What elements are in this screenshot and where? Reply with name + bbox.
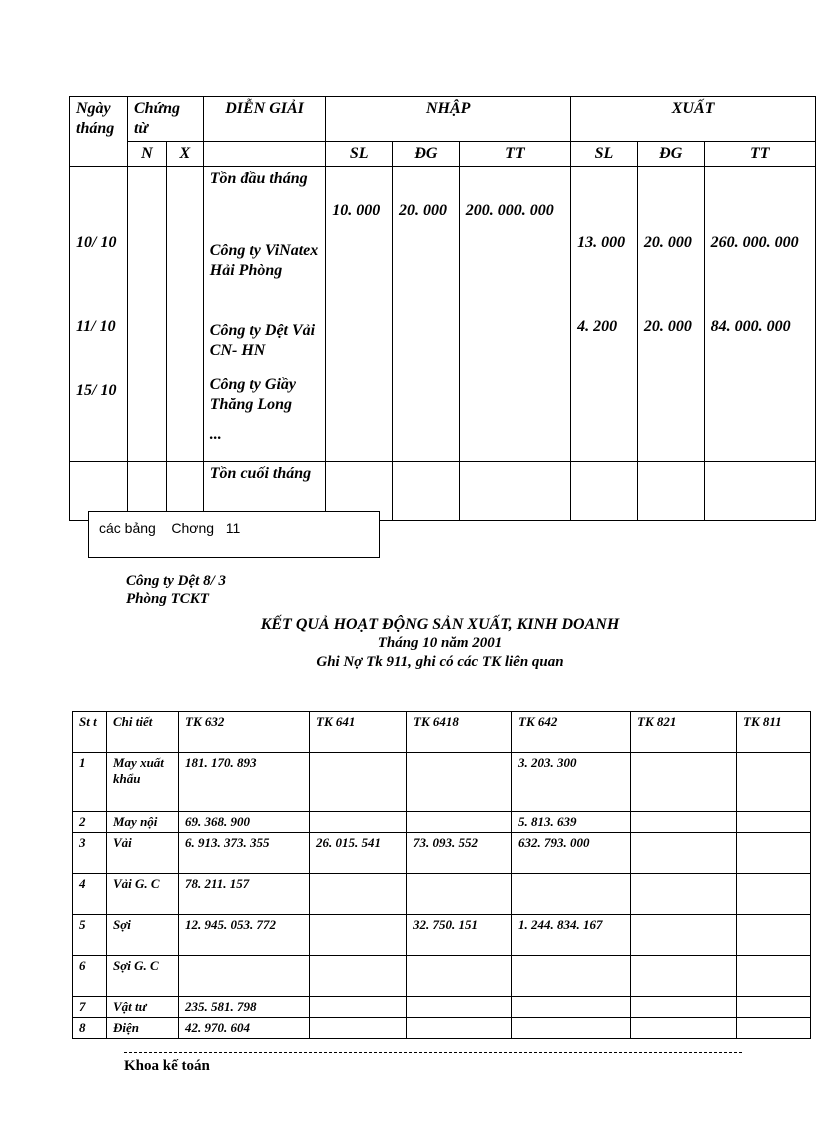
table-cell (310, 915, 407, 956)
footer-divider (124, 1052, 742, 1053)
table-cell (407, 956, 512, 997)
results-header-cell: TK 641 (310, 712, 407, 753)
description-entry: ... (209, 426, 222, 443)
table-row (73, 915, 811, 956)
table-cell: 1 (73, 753, 107, 812)
table-cell: 3. 203. 300 (512, 753, 631, 812)
table-cell (310, 812, 407, 833)
table-cell (179, 956, 310, 997)
table-cell (737, 812, 811, 833)
department-name: Phòng TCKT (126, 591, 209, 607)
table-cell: May xuất khẩu (107, 753, 179, 812)
table-cell (310, 874, 407, 915)
xuat-tt-value: 84. 000. 000 (710, 318, 791, 335)
table-row (73, 997, 811, 1018)
table-cell: 73. 093. 552 (407, 833, 512, 874)
table-cell (407, 997, 512, 1018)
header-nhap-tt: TT (459, 142, 570, 167)
table-row (73, 753, 811, 812)
table-cell (631, 1018, 737, 1039)
table-cell (737, 956, 811, 997)
table-cell (737, 915, 811, 956)
table-cell (737, 753, 811, 812)
table-cell (310, 956, 407, 997)
results-header-cell: TK 821 (631, 712, 737, 753)
table-cell: 32. 750. 151 (407, 915, 512, 956)
table-cell: 42. 970. 604 (179, 1018, 310, 1039)
report-period: Tháng 10 năm 2001 (377, 635, 503, 651)
table-cell: Vải G. C (107, 874, 179, 915)
closing-empty (571, 462, 638, 521)
results-header-row (73, 712, 811, 753)
table-cell: 4 (73, 874, 107, 915)
table-cell: 7 (73, 997, 107, 1018)
table-cell: 632. 793. 000 (512, 833, 631, 874)
table-row (73, 812, 811, 833)
header-xuat-dg: ĐG (637, 142, 704, 167)
table-cell (631, 753, 737, 812)
table-cell (631, 915, 737, 956)
results-header-cell: Chi tiết (107, 712, 179, 753)
xuat-dg-value: 20. 000 (643, 318, 692, 335)
header-nhap-sl: SL (326, 142, 393, 167)
table-cell (310, 1018, 407, 1039)
table-cell: Sợi G. C (107, 956, 179, 997)
results-table (72, 711, 811, 1039)
table-cell (310, 997, 407, 1018)
table-cell (631, 997, 737, 1018)
table-cell (631, 874, 737, 915)
table-cell (631, 956, 737, 997)
nhap-dg-value: 20. 000 (399, 202, 448, 219)
header-dien-giai: DIỄN GIẢI (203, 97, 326, 142)
table-cell: 78. 211. 157 (179, 874, 310, 915)
table-cell (407, 874, 512, 915)
note-text: các bảng Chơng 11 (99, 520, 241, 536)
report-subtitle: Ghi Nợ Tk 911, ghi có các TK liên quan (316, 654, 564, 670)
table-cell: 6 (73, 956, 107, 997)
table-cell: 6. 913. 373. 355 (179, 833, 310, 874)
table-cell: Vật tư (107, 997, 179, 1018)
table-row (73, 833, 811, 874)
table-cell: 69. 368. 900 (179, 812, 310, 833)
table-cell: 1. 244. 834. 167 (512, 915, 631, 956)
results-header-cell: St t (73, 712, 107, 753)
nhap-tt-value: 200. 000. 000 (465, 202, 554, 219)
table-cell: Điện (107, 1018, 179, 1039)
company-header (126, 572, 226, 608)
header-ngay: Ngày tháng (70, 97, 128, 167)
description-entry: Công ty ViNatex Hải Phòng (209, 242, 319, 279)
table-cell (512, 997, 631, 1018)
header-chung-tu: Chứng từ (127, 97, 203, 142)
date-entry: 11/ 10 (76, 318, 116, 335)
nhap-sl-cell (326, 167, 393, 462)
table-cell: 2 (73, 812, 107, 833)
nhap-tt-cell (459, 167, 570, 462)
header-x: X (166, 142, 203, 167)
table-cell (631, 833, 737, 874)
results-header-cell: TK 6418 (407, 712, 512, 753)
report-title: KẾT QUẢ HOẠT ĐỘNG SẢN XUẤT, KINH DOANH (260, 616, 620, 633)
header-empty (203, 142, 326, 167)
xuat-dg-value: 20. 000 (643, 234, 692, 251)
header-xuat-sl: SL (571, 142, 638, 167)
xuat-sl-cell (571, 167, 638, 462)
closing-empty (393, 462, 460, 521)
description-entry: Tồn đầu tháng (209, 170, 308, 187)
doc-n-cell (127, 167, 166, 462)
header-xuat-tt: TT (704, 142, 815, 167)
date-entry: 15/ 10 (76, 382, 117, 399)
xuat-tt-value: 260. 000. 000 (710, 234, 799, 251)
nhap-sl-value: 10. 000 (332, 202, 381, 219)
closing-empty (459, 462, 570, 521)
table-cell: 235. 581. 798 (179, 997, 310, 1018)
table-cell: 8 (73, 1018, 107, 1039)
xuat-sl-value: 13. 000 (577, 234, 626, 251)
table-cell: 26. 015. 541 (310, 833, 407, 874)
table-cell: Sợi (107, 915, 179, 956)
results-header-cell: TK 811 (737, 712, 811, 753)
table-row (73, 874, 811, 915)
table-cell: May nội (107, 812, 179, 833)
table-cell: 12. 945. 053. 772 (179, 915, 310, 956)
description-entry: Công ty Dệt Vải CN- HN (209, 322, 316, 359)
header-xuat: XUẤT (571, 97, 816, 142)
inventory-table (69, 96, 816, 521)
table-row (73, 956, 811, 997)
dates-cell (70, 167, 128, 462)
table-cell: 181. 170. 893 (179, 753, 310, 812)
table-cell (407, 753, 512, 812)
closing-empty (637, 462, 704, 521)
footer-text: Khoa kế toán (124, 1058, 210, 1074)
xuat-dg-cell (637, 167, 704, 462)
table-cell (512, 874, 631, 915)
table-cell (407, 1018, 512, 1039)
xuat-tt-cell (704, 167, 815, 462)
header-n: N (127, 142, 166, 167)
note-box (88, 511, 380, 558)
report-title-block (180, 615, 700, 672)
table-cell (737, 833, 811, 874)
company-name: Công ty Dệt 8/ 3 (126, 573, 226, 589)
table-cell: 3 (73, 833, 107, 874)
table-cell (310, 753, 407, 812)
nhap-dg-cell (393, 167, 460, 462)
table-cell: Vải (107, 833, 179, 874)
doc-x-cell (166, 167, 203, 462)
closing-empty (704, 462, 815, 521)
table-cell (737, 1018, 811, 1039)
table-cell (512, 956, 631, 997)
description-entry: Công ty Giầy Thăng Long (209, 376, 296, 413)
results-header-cell: TK 632 (179, 712, 310, 753)
date-entry: 10/ 10 (76, 234, 117, 251)
table-row (73, 1018, 811, 1039)
table-cell (407, 812, 512, 833)
xuat-sl-value: 4. 200 (577, 318, 618, 335)
table-cell (631, 812, 737, 833)
table-cell (737, 997, 811, 1018)
header-nhap: NHẬP (326, 97, 571, 142)
header-nhap-dg: ĐG (393, 142, 460, 167)
description-cell (203, 167, 326, 462)
closing-label: Tồn cuối tháng (203, 462, 326, 521)
table-cell: 5 (73, 915, 107, 956)
table-cell (737, 874, 811, 915)
results-header-cell: TK 642 (512, 712, 631, 753)
table-cell: 5. 813. 639 (512, 812, 631, 833)
table-cell (512, 1018, 631, 1039)
